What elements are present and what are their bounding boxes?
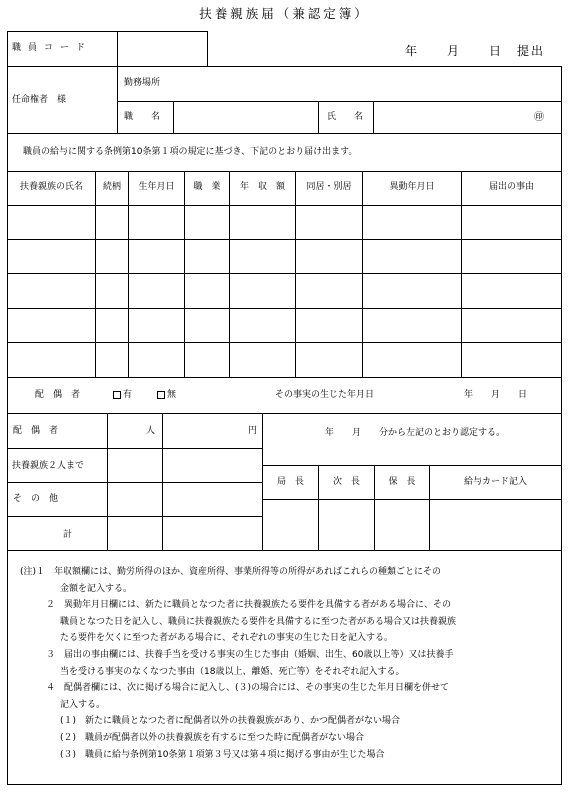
notes-section bbox=[8, 564, 558, 763]
rule bbox=[7, 31, 208, 32]
occurrence-date: 年 月 日 bbox=[464, 390, 528, 400]
note-line: 当を受ける事実のなくなつた事由（18歳以上、離婚、死亡等）をそれぞれ記入する。 bbox=[60, 666, 405, 677]
occurrence-label: その事実の生じた年月日 bbox=[275, 390, 375, 400]
rule bbox=[7, 516, 263, 517]
note-line: ３ 届出の事由欄には、扶養手当を受ける事実の生じた事由（婚姻、出生、60歳以上等）又は扶養手 bbox=[46, 649, 454, 660]
submission-date: 年 月 日 提出 bbox=[405, 44, 546, 58]
rule bbox=[7, 133, 562, 134]
form-title: 扶養親族届（兼認定簿） bbox=[199, 6, 370, 21]
rule bbox=[95, 171, 96, 377]
spouse-no-option[interactable] bbox=[157, 390, 176, 401]
rule bbox=[373, 101, 374, 133]
column-header: 続柄 bbox=[102, 182, 121, 192]
employee-code-label: 職員コード bbox=[12, 43, 93, 53]
option-no-label: 無 bbox=[167, 390, 177, 400]
rule bbox=[7, 205, 562, 206]
spouse-yes-option[interactable] bbox=[113, 390, 132, 401]
rule bbox=[117, 66, 118, 133]
column-header: 年 収 額 bbox=[239, 182, 285, 192]
column-header: 生年月日 bbox=[138, 182, 175, 192]
rule bbox=[229, 171, 230, 377]
rule bbox=[7, 273, 562, 274]
rule bbox=[117, 101, 562, 102]
rule bbox=[262, 499, 562, 500]
note-line: (１) 新たに職員となつた者に配偶者以外の扶養親族があり、かつ配偶者がない場合 bbox=[60, 716, 401, 727]
rule bbox=[362, 171, 363, 377]
rule bbox=[207, 31, 208, 66]
yen-unit: 円 bbox=[248, 426, 258, 436]
statement-text: 職員の給与に関する条例第10条第１項の規定に基づき、下記のとおり届け出ます。 bbox=[23, 147, 358, 157]
column-header: 届出の事由 bbox=[488, 182, 534, 192]
rule bbox=[7, 482, 263, 483]
checkbox-yes[interactable] bbox=[113, 391, 121, 399]
option-yes-label: 有 bbox=[123, 390, 133, 400]
rule bbox=[184, 171, 185, 377]
appointer-label: 任命権者 様 bbox=[12, 95, 67, 105]
approver-deputy: 次 長 bbox=[332, 477, 360, 487]
note-line: たる要件を欠くに至つた者がある場合に、それぞれの事実の生じた日を記入する。 bbox=[60, 633, 394, 644]
column-header: 職 業 bbox=[193, 182, 221, 192]
note-line: 職員となつた日を記入し、職員に扶養親族たる要件を具備するに至つた者がある場合又は扶養親族 bbox=[60, 616, 457, 627]
rule bbox=[7, 342, 562, 343]
note-line: (注)１ 年収額欄には、勤労所得のほか、資産所得、事業所得等の所得があればこれらの種類ごとにその bbox=[20, 567, 442, 577]
rule bbox=[7, 377, 562, 378]
rule bbox=[295, 171, 296, 377]
summary-other-label: そ の 他 bbox=[13, 494, 59, 504]
spouse-label: 配 偶 者 bbox=[35, 390, 81, 400]
approver-section: 保 長 bbox=[388, 477, 416, 487]
rule bbox=[7, 66, 562, 67]
rule bbox=[117, 31, 118, 66]
rule bbox=[461, 171, 462, 377]
rule bbox=[7, 171, 562, 172]
note-line: ４ 配偶者欄には、次に掲げる場合に記入し、(３)の場合には、その事実の生じた年月日欄を併せて bbox=[46, 683, 450, 694]
note-line: 金額を記入する。 bbox=[60, 583, 133, 594]
note-line: ２ 異動年月日欄には、新たに職員となつた者に扶養親族たる要件を具備する者がある場合に、その bbox=[46, 600, 452, 611]
rule bbox=[262, 465, 562, 466]
column-header: 異動年月日 bbox=[389, 182, 435, 192]
note-line: (２) 職員が配偶者以外の扶養親族を有するに至つた時に配偶者がない場合 bbox=[60, 732, 365, 743]
rule bbox=[7, 413, 562, 414]
rule bbox=[7, 784, 562, 785]
certification-text: 年 月 分から左記のとおり認定する。 bbox=[325, 428, 506, 438]
name-label: 氏 名 bbox=[327, 112, 364, 122]
note-line: (３) 職員に給与条例第10条第１項第３号又は第４項に掲げる事由が生じた場合 bbox=[60, 749, 385, 760]
approver-director: 局 長 bbox=[276, 477, 304, 487]
seal-mark: ㊞ bbox=[534, 112, 544, 123]
position-label: 職 名 bbox=[124, 112, 161, 122]
count-unit: 人 bbox=[146, 426, 156, 436]
rule bbox=[128, 171, 129, 377]
rule bbox=[7, 550, 562, 551]
summary-total-label: 計 bbox=[63, 530, 73, 540]
approver-payroll-card: 給与カード記入 bbox=[463, 477, 527, 487]
workplace-label: 勤務場所 bbox=[124, 78, 161, 88]
note-line: 記入する。 bbox=[60, 699, 106, 710]
checkbox-no[interactable] bbox=[157, 391, 165, 399]
rule bbox=[318, 101, 319, 133]
summary-spouse-label: 配 偶 者 bbox=[13, 426, 59, 436]
rule bbox=[7, 448, 263, 449]
rule bbox=[7, 308, 562, 309]
column-header: 扶養親族の氏名 bbox=[19, 182, 83, 192]
rule bbox=[173, 101, 174, 133]
column-header: 同居・別居 bbox=[306, 182, 352, 192]
summary-dependents-label: 扶養親族２人まで bbox=[12, 461, 85, 471]
rule bbox=[7, 239, 562, 240]
